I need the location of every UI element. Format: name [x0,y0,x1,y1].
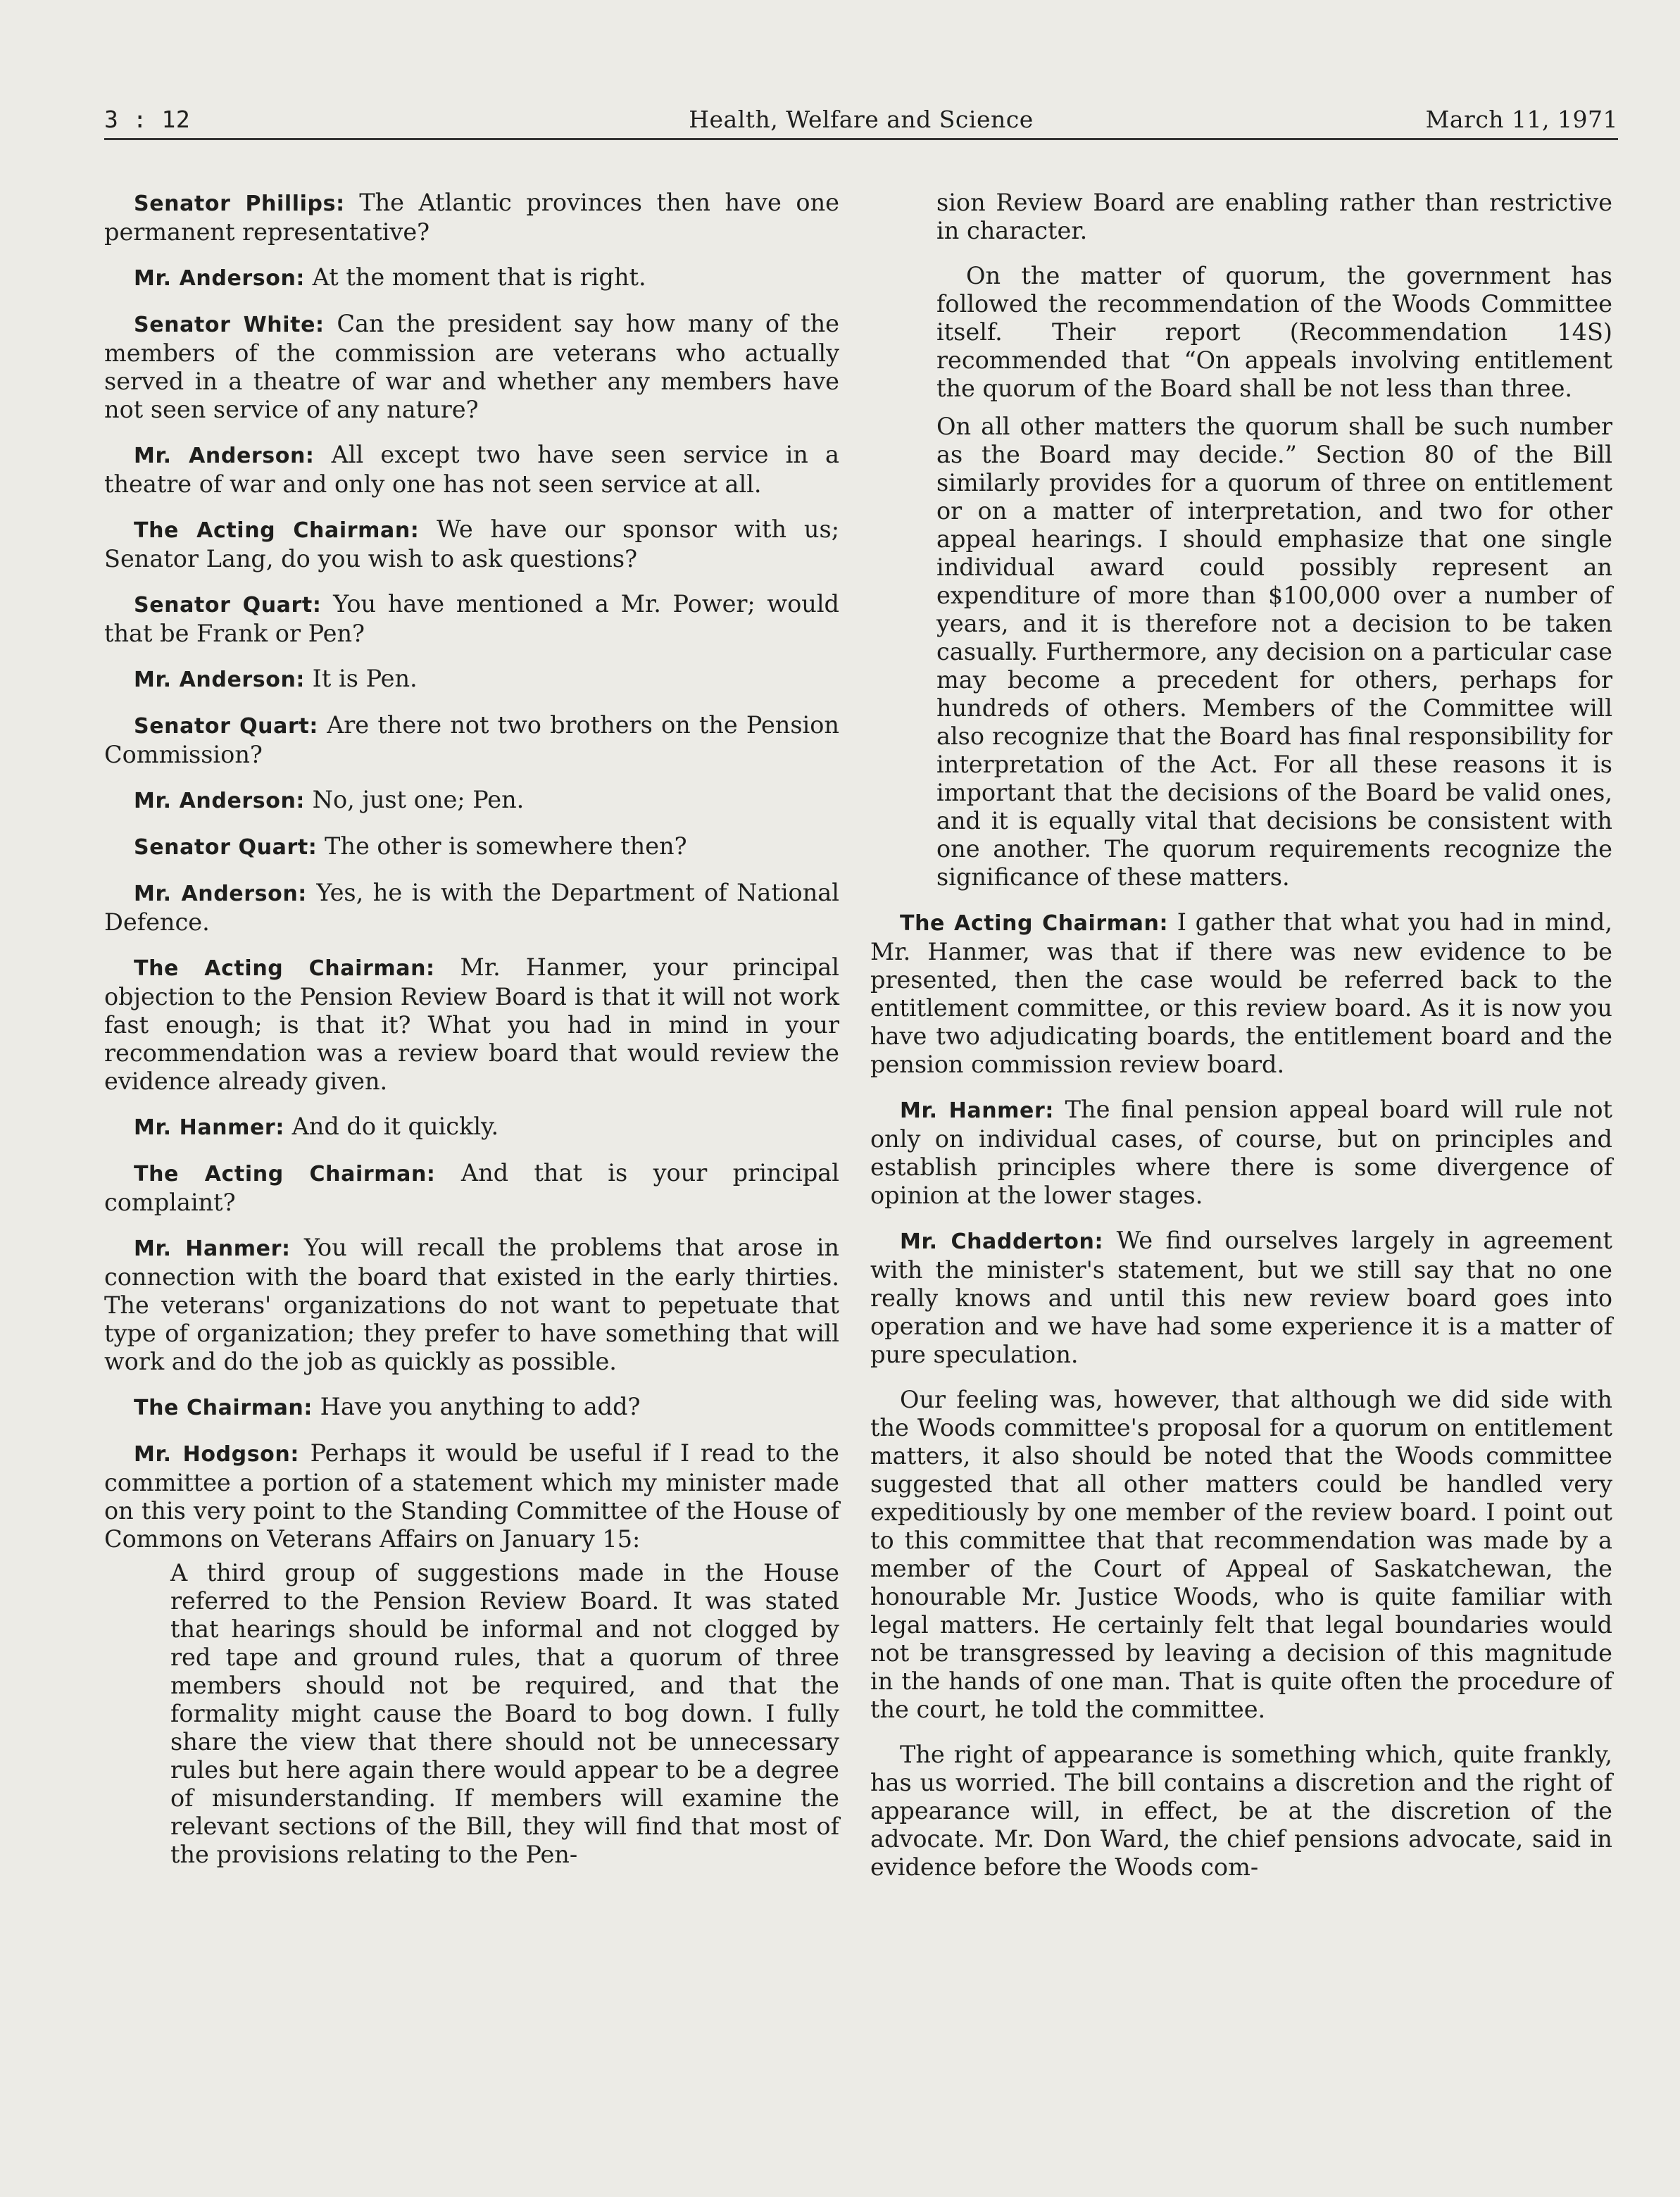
speaker-name: Mr. Anderson: [134,882,307,906]
exchange-paragraph [104,665,839,694]
exchange-paragraph [104,879,839,937]
speaker-name: Senator Quart: [134,593,322,618]
exchange-paragraph [870,1227,1612,1369]
exchange-paragraph [104,953,839,1096]
speaker-name: Mr. Hanmer: [134,1115,284,1140]
speaker-name: Mr. Anderson: [134,789,306,813]
running-title: Health, Welfare and Science [689,106,1034,133]
speaker-name: The Acting Chairman: [134,1162,436,1187]
speaker-name: Mr. Chadderton: [900,1229,1104,1254]
speaker-name: The Chairman: [134,1396,313,1420]
speaker-name: Mr. Anderson: [134,266,306,291]
quoted-statement-continued: sion Review Board are enabling rather than restrictive in character. [936,189,1612,244]
speech-text: Are there not two brothers on the Pension Commission? [104,711,839,768]
speaker-name: Mr. Hanmer: [900,1098,1054,1123]
speech-text: Mr. Hanmer, your principal objection to the Pension Review Board is that it will not work fast enough; is that it? What you had in mind in your recommendation was a review board that would review the evidence already given. [104,953,839,1095]
speech-text: We have our sponsor with us; Senator Lang, do you wish to ask questions? [104,515,839,572]
exchange-paragraph [104,441,839,499]
speech-text: Yes, he is with the Department of National Defence. [104,879,839,936]
speaker-name: The Acting Chairman: [134,956,435,981]
right-column [870,189,1612,1898]
exchange-paragraph [104,590,839,648]
speaker-name: Senator White: [134,313,325,337]
exchange-paragraph [104,1159,839,1217]
page-number: 3 : 12 [104,106,191,133]
page-header [104,106,1618,137]
body-paragraph: Our feeling was, however, that although we did side with the Woods committee's proposal for a quorum on entitlement matters, it also should be noted that the Woods committee suggested that all other matters could be handled very expeditiously by one member of the review board. I point out to this committee that that recommendation was made by a member of the Court of Appeal of Saskatchewan, the honourable Mr. Justice Woods, who is quite familiar with legal matters. He certainly felt that legal boundaries would not be transgressed by leaving a decision of this magnitude in the hands of one man. That is quite often the procedure of the court, he told the committee. [870,1386,1612,1723]
speech-text: I gather that what you had in mind, Mr. Hanmer, was that if there was new evidence to be presented, then the case would be referred back to the entitlement committee, or this review board. As it is now you have two adjudicating boards, the entitlement board and the pension commission review board. [870,908,1612,1078]
exchange-paragraph [870,1096,1612,1210]
speech-text: It is Pen. [305,665,418,692]
speech-text: The final pension appeal board will rule not only on individual cases, of course, but on principles and establish principles where there is some divergence of opinion at the lower stages. [870,1096,1613,1209]
body-paragraph: The right of appearance is something which, quite frankly, has us worried. The bill contains a discretion and the right of appearance will, in effect, be at the discretion of the advocate. Mr. Don Ward, the chief pensions advocate, said in evidence before the Woods com- [870,1741,1612,1881]
exchange-paragraph [870,908,1612,1079]
speech-text: You will recall the problems that arose in connection with the board that existed in the early thirties. The veterans' organizations do not want to pepetuate that type of organization; they prefer to have something that will work and do the job as quickly as possible. [104,1234,839,1375]
speaker-name: Mr. Hanmer: [134,1237,291,1261]
speech-text: Perhaps it would be useful if I read to the committee a portion of a statement which my minister made on this very point to the Standing Committee of the House of Commons on Veterans Affairs on January 15: [104,1439,839,1553]
speaker-name: Mr. Anderson: [134,668,306,692]
exchange-paragraph [104,515,839,573]
exchange-paragraph [104,1113,839,1142]
speaker-name: The Acting Chairman: [134,518,420,543]
speaker-name: The Acting Chairman: [900,911,1169,936]
exchange-paragraph [104,1439,839,1553]
exchange-paragraph [104,711,839,769]
quoted-statement: A third group of suggestions made in the House referred to the Pension Review Board. It was stated that hearings should be informal and not clogged by red tape and ground rules, that a quorum of three members should not be required, and that the formality might cause the Board to bog down. I fully share the view that there should not be unnecessary rules but here again there would appear to be a degree of misunderstanding. If members will examine the relevant sections of the Bill, they will find that most of the provisions relating to the Pen- [170,1559,839,1868]
exchange-paragraph [104,832,839,862]
speech-text: No, just one; Pen. [305,786,525,813]
speech-text: Have you anything to add? [312,1393,641,1420]
speech-text: All except two have seen service in a theatre of war and only one has not seen service at all. [104,441,839,498]
speech-text: The Atlantic provinces then have one permanent representative? [104,189,839,246]
speaker-name: Senator Quart: [134,835,318,860]
speaker-name: Senator Phillips: [134,192,345,216]
header-date: March 11, 1971 [1425,106,1618,133]
speech-text: You have mentioned a Mr. Power; would that be Frank or Pen? [104,590,839,647]
speech-text: At the moment that is right. [305,263,646,291]
speech-text: We find ourselves largely in agreement with the minister's statement, but we still say that no one really knows and until this new review board goes into operation and we have had some experience it is a matter of pure speculation. [870,1227,1612,1368]
speaker-name: Mr. Hodgson: [134,1442,299,1467]
header-rule [104,138,1618,140]
speech-text: The other is somewhere then? [317,832,687,860]
speech-text: Can the president say how many of the members of the commission are veterans who actually served in a theatre of war and whether any members have not seen service of any nature? [104,310,839,423]
exchange-paragraph [104,1234,839,1376]
exchange-paragraph [104,786,839,815]
left-column [104,189,839,1869]
quoted-paragraph: On all other matters the quorum shall be such number as the Board may decide.” Section 80 of the Bill similarly provides for a quorum of three on entitlement or on a matter of interpretation, and two for other appeal hearings. I should emphasize that one single individual award could possibly represent an expenditure of more than $100,000 over a number of years, and it is therefore not a decision to be taken casually. Furthermore, any decision on a particular case may become a precedent for others, perhaps for hundreds of others. Members of the Committee will also recognize that the Board has final responsibility for interpretation of the Act. For all these reasons it is important that the decisions of the Board be valid ones, and it is equally vital that decisions be consistent with one another. The quorum requirements recognize the significance of these matters. [936,413,1612,891]
speaker-name: Senator Quart: [134,714,318,739]
speaker-name: Mr. Anderson: [134,444,315,468]
exchange-paragraph [104,263,839,293]
exchange-paragraph [104,1393,839,1422]
quoted-paragraph: On the matter of quorum, the government has followed the recommendation of the Woods Committee itself. Their report (Recommendation 14S) recommended that “On appeals involving entitlement the quorum of the Board shall be not less than three. [936,262,1612,402]
speech-text: And do it quickly. [284,1113,499,1140]
exchange-paragraph [104,310,839,424]
speech-text: And that is your principal complaint? [104,1159,839,1216]
exchange-paragraph [104,189,839,246]
